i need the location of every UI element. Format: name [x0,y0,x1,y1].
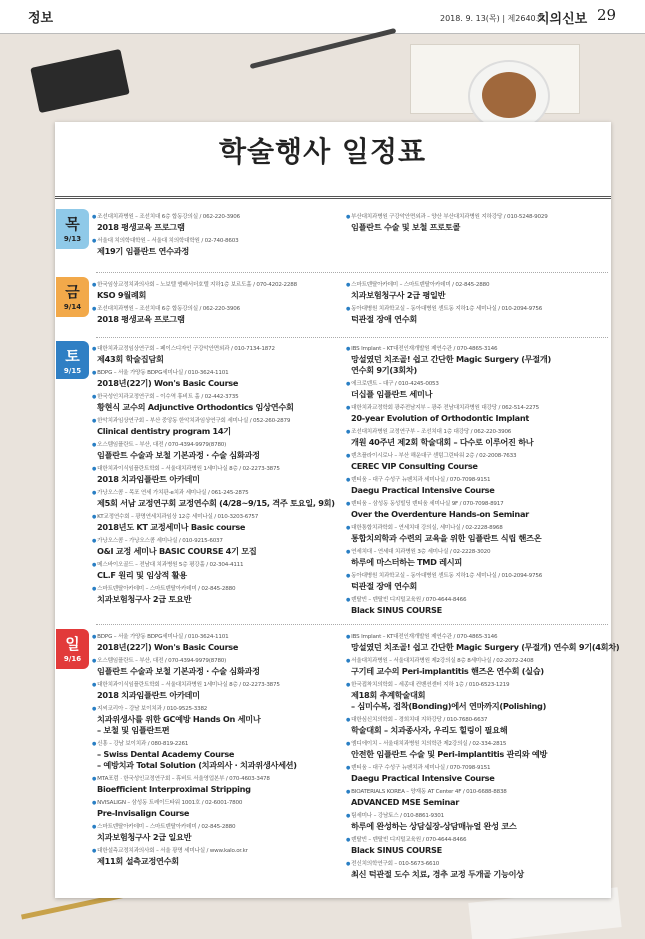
event-title: 망설였던 치조골! 쉽고 간단한 Magic Surgery (무절개) [351,354,551,364]
event-title: 통합치의학과 수련의 교육을 위한 임플란트 식립 핸즈온 [351,533,542,543]
day-tab-sun [56,629,89,669]
event-item [346,716,608,736]
event-info: ● 덴탈빈 – 덴탈빈 디지털교육원 / 070-4644-8466 [346,836,608,845]
event-item [346,681,608,701]
event-title: 2018 평생교육 프로그램 [97,314,185,324]
event-item [92,740,342,760]
event-title: 제43회 학술집담회 [97,354,164,364]
event-title: 학술대회 – 치과종사자, 우리도 힐링이 필요해 [351,725,508,735]
event-info: ● 한악치과임상연구회 – 부산 중앙동 한악치과임상연구회 세미나실 / 052-260-2879 [92,417,342,426]
event-info: ● 덴티움 – 삼성동 동성빌딩 덴티움 세미나실 9F / 070-7098-8917 [346,500,608,509]
event-item [346,500,608,520]
event-info: ● 가낭오스콤 – 가낭오스콤 세미나실 / 010-9215-6037 [92,537,342,546]
event-title: 치과보험청구사 2급 평일반 [351,290,446,300]
event-title: Pre-Invisalign Course [97,808,190,818]
event-info: ● 오스템임플란트 – 부산, 대전 / 070-4394-9979(8780) [92,441,342,450]
event-item [346,764,608,784]
event-info: ● 조선대치과병원 – 조선치대 6층 합동강의실 / 062-220-3906 [92,213,342,222]
event-info: ● 한국접착치의학회 – 세종대 컨벤션센터 지하 1층 / 010-6523-1219 [346,681,608,690]
event-title: 하루에 완성하는 상담실장-상담매뉴얼 완성 코스 [351,821,517,831]
event-info: ● 덴탈빈 – 덴탈빈 디지털교육원 / 070-4644-8466 [346,596,608,605]
event-item [346,345,608,365]
day-name: 목 [65,215,80,233]
event-item [346,596,608,616]
event-title: 제18회 추계학술대회 [351,690,426,700]
page-header [0,0,645,34]
event-info: ● BDPG – 서울 가양동 BDPG세미나실 / 010-3624-1101 [92,633,342,642]
event-title: 제5회 서남 교정연구회 교정연수회 (4/28~9/15, 격주 토요일, 9회) [97,498,335,508]
event-title: 제19기 임플란트 연수과정 [97,246,189,256]
event-info: ● BIOATERIALS KOREA – 양재동 AT Center 4F / 010-6688-8838 [346,788,608,797]
event-item [346,380,608,400]
event-title: 임플란트 수술과 보철 기본과정 · 수술 심화과정 [97,666,260,676]
event-info: ● 동아대병원 치과학교실 – 동아대병원 센트동 지하1층 세미나실 / 010-2094-9756 [346,305,608,314]
event-info: ● 조선대치과병원 교정연구부 – 조선치대 1층 대강당 / 062-220-3906 [346,428,608,437]
event-item [92,681,342,701]
event-title: ADVANCED MSE Seminar [351,797,460,807]
event-title: Bioefficient Interproximal Stripping [97,784,251,794]
day-name: 토 [65,347,80,365]
event-info: ● 스마트덴탈아카데미 – 스마트덴탈아카데미 / 02-845-2880 [92,823,342,832]
day-date: 9/14 [63,303,82,311]
event-info: ● 연세치대 – 연세대 치과병원 3층 세미나실 / 02-2228-3020 [346,548,608,557]
event-item [92,585,342,605]
event-info: ● 가낭오스콤 – 목포 연세 가치판-e치과 세미나실 / 061-245-2875 [92,489,342,498]
event-title: Black SINUS COURSE [351,605,442,615]
day-name: 일 [65,635,80,653]
day-divider [96,337,608,338]
event-item [346,572,608,592]
event-info: ● 엠디에이치 – 서울대치과병원 치의학관 제2강의실 / 02-334-2815 [346,740,608,749]
event-item [92,775,342,795]
event-item [346,836,608,856]
event-title: 2018 치과임플란트 아카데미 [97,474,200,484]
event-item [92,657,342,677]
event-info: ● 스마트덴탈아카데미 – 스마트덴탈아카데미 / 02-845-2880 [346,281,608,290]
event-item [346,740,608,760]
event-title: 안전한 임플란트 수술 및 Peri-implantitis 관리와 예방 [351,749,548,759]
day-date: 9/15 [63,367,82,375]
event-item [92,345,342,365]
day-name: 금 [65,283,80,301]
event-item [92,561,342,581]
event-item [92,237,342,257]
event-item [346,548,608,568]
event-title: Clinical dentistry program 14기 [97,426,231,436]
event-title: Black SINUS COURSE [351,845,442,855]
event-item [92,393,342,413]
sat-right-column [346,345,608,620]
day-divider [96,624,608,625]
day-divider [96,272,608,273]
event-title: 구기테 교수의 Peri-implantitis 핸즈온 연수회 (실습) [351,666,544,676]
event-item [346,213,608,233]
event-title: 치과위생사를 위한 GC예방 Hands On 세미나 [97,714,261,724]
event-info: ● 덴티움 – 대구 수성구 뉴펜치과 세미나실 / 070-7098-9151 [346,476,608,485]
sun-right-column [346,633,620,884]
event-info: ● 대한심신치의학회 – 경희치대 지하강당 / 010-7680-6637 [346,716,608,725]
event-item [346,428,608,448]
event-title: 2018년(22기) Won's Basic Course [97,378,239,388]
event-info: ● 대한치과교정임상연구회 – 페이스디자인 구강악안면외과 / 010-7134-1872 [92,345,342,354]
event-item [92,537,342,557]
event-info: ● 대한설측교정치과의사회 – 서울 광명 세미나실 / www.kalo.or.kr [92,847,342,856]
event-item [346,281,608,301]
event-info: ● 대한치과이식임플란트학회 – 서울대치과병원 1세미나실 8층 / 02-2273-3875 [92,681,342,690]
day-date: 9/13 [63,235,82,243]
event-info: ● 한국임상교정치과의사회 – 노보텔 앰배서더호텔 지하1층 보르도홀 / 070-4202-2288 [92,281,342,290]
event-item [346,452,608,472]
fri-right-column [346,281,608,329]
event-item [92,705,342,725]
event-info: ● 메스바이오골드 – 전남대 치과병원 5층 평강홀 / 02-304-4111 [92,561,342,570]
event-item [92,513,342,533]
day-tab-fri [56,277,89,317]
event-item [92,417,342,437]
event-title: 턱관절 장애 연수회 [351,314,417,324]
event-info: ● 조선대치과병원 – 조선치대 6층 합동강의실 / 062-220-3906 [92,305,342,314]
event-item [346,524,608,544]
page-title: 학술행사 일정표 [218,135,427,168]
event-title: 2018 치과임플란트 아카데미 [97,690,200,700]
event-info: ● 서울대치과병원 – 서울대치과병원 제2강의실 8층 8세미나실 / 02-2072-2408 [346,657,608,666]
event-item [92,847,342,867]
sat-left-column [92,345,342,609]
thu-right-column [346,213,608,237]
event-item [92,213,342,233]
day-date: 9/16 [63,655,82,663]
event-info: ● 한국성인치과교정연구회 – 이수역 휴비트 홀 / 02-442-3735 [92,393,342,402]
event-title: 최신 턱관절 도수 치료, 경추 교정 두개골 기능이상 [351,869,524,879]
event-title: 연수회 9기(3회차) [351,365,417,375]
event-info: ● NVISALIGN – 삼성동 트레이드타워 1001호 / 02-6001-7800 [92,799,342,808]
event-item [92,725,342,736]
page-number: 29 [597,6,617,24]
pen-image [250,28,397,69]
event-title: 2018 평생교육 프로그램 [97,222,185,232]
event-item [346,812,608,832]
event-item [92,305,342,325]
title-divider [55,196,611,199]
event-item [92,799,342,819]
event-title: – 예방치과 Total Solution (치과의사 · 치과위생사세션) [97,760,297,770]
event-title: O&I 교정 세미나 BASIC COURSE 4기 모집 [97,546,257,556]
event-item [92,369,342,389]
event-title: 더십플 임플란트 세미나 [351,389,433,399]
event-title: 황현식 교수의 Adjunctive Orthodontics 임상연수회 [97,402,294,412]
event-item [346,657,608,677]
event-info: ● 신흥 – 강남 보이치과 / 080-819-2261 [92,740,342,749]
sun-left-column [92,633,342,871]
day-tab-sat [56,341,89,379]
event-title: – Swiss Dental Academy Course [97,749,235,759]
event-title: 턱관절 장애 연수회 [351,581,417,591]
event-item [346,365,608,376]
event-title: 망설였던 치조골! 쉽고 간단한 Magic Surgery (무절개) 연수회 9기(4회차) [351,642,620,652]
event-title: 2018년도 KT 교정세미나 Basic course [97,522,246,532]
event-info: ● 덴티움 – 대구 수성구 뉴펜치과 세미나실 / 070-7098-9151 [346,764,608,773]
event-title: 제11회 설측교정연수회 [97,856,179,866]
notebook-image [30,49,130,113]
event-item [346,633,620,653]
section-label: 정보 [28,11,54,26]
event-item [92,465,342,485]
event-title: 20-year Evolution of Orthodontic Implant [351,413,529,423]
event-info: ● 서울대 치의학대학원 – 서울대 치의학대학원 / 02-740-8603 [92,237,342,246]
event-item [346,860,608,880]
event-title: 치과보험청구사 2급 일요반 [97,832,192,842]
day-tab-thu [56,209,89,249]
event-title: 임플란트 수술 및 보철 프로토콜 [351,222,461,232]
event-title: – 심미수복, 접착(Bonding)에서 연마까지(Polishing) [351,701,547,711]
event-title: Daegu Practical Intensive Course [351,485,495,495]
event-title: Over the Overdenture Hands-on Seminar [351,509,529,519]
event-info: ● IBS Implant – KT대전인재개발원 제연수관 / 070-4865-3146 [346,345,608,354]
event-info: ● 대한치과교정학회 광주전남지부 – 광주 전남대치과병원 대강당 / 062-514-2275 [346,404,608,413]
thu-left-column [92,213,342,261]
event-info: ● 대한통합치과학회 – 연세치대 강의실, 세미나실 / 02-2228-8968 [346,524,608,533]
event-item [92,489,342,509]
event-info: ● 에크로덴트 – 대구 / 010-4245-0053 [346,380,608,389]
event-info: ● 전신치의학연구회 – 010-5673-6610 [346,860,608,869]
event-info: ● 동아대병원 치과학교실 – 동아대병원 센트동 지하1층 세미나실 / 010-2094-9756 [346,572,608,581]
issue-date: 2018. 9. 13(목) | 제2640호 | [440,14,549,23]
event-info: ● IBS Implant – KT대전인재개발원 제연수관 / 070-4865-3146 [346,633,608,642]
event-title: – 보철 및 임플란트편 [97,725,170,735]
fri-left-column [92,281,342,329]
event-info: ● BDPG – 서울 가양동 BDPG세미나실 / 010-3624-1101 [92,369,342,378]
event-title: 임플란트 수술과 보철 기본과정 · 수술 심화과정 [97,450,260,460]
event-info: ● KT교정연수회 – 광명연세치과임상 12층 세미나실 / 010-3203-6757 [92,513,342,522]
event-info: ● 덴츠플라이시로나 – 부산 해운대구 센텀그린타워 2층 / 02-2008-7633 [346,452,608,461]
event-title: Daegu Practical Intensive Course [351,773,495,783]
event-info: ● MTA포럼 · 한국성인교정연구회 – 휴비트 서울영업본부 / 070-4603-3478 [92,775,342,784]
event-item [346,476,608,496]
event-info: ● 부산대치과병원 구강악안면외과 – 양산 부산대치과병원 지하강당 / 010-5248-9029 [346,213,608,222]
event-item [346,788,608,808]
event-title: KSO 9월례회 [97,290,147,300]
event-title: 개원 40주년 제2회 학술대회 – 다수로 이루어진 하나 [351,437,534,447]
event-info: ● 지씨코리아 – 강남 보이치과 / 010-9525-3382 [92,705,342,714]
event-item [92,281,342,301]
newspaper-name: 치의신보 [537,12,588,27]
event-title: CL.F 원리 및 임상적 활용 [97,570,187,580]
event-item [346,701,608,712]
event-info: ● 대한치과이식임플란트학회 – 서울대치과병원 1세미나실 8층 / 02-2273-3875 [92,465,342,474]
event-info: ● 스마트덴탈아카데미 – 스마트덴탈아카데미 / 02-845-2880 [92,585,342,594]
event-title: 2018년(22기) Won's Basic Course [97,642,239,652]
event-title: 치과보험청구사 2급 토요반 [97,594,192,604]
event-item [92,633,342,653]
event-title: 하루에 마스터하는 TMD 레시피 [351,557,462,567]
event-item [346,305,608,325]
event-item [92,760,342,771]
event-info: ● 오스템임플란트 – 부산, 대전 / 070-4394-9979(8780) [92,657,342,666]
event-item [346,404,608,424]
event-item [92,823,342,843]
event-item [92,441,342,461]
event-info: ● 팀세미나 – 강남토스 / 010-8861-9301 [346,812,608,821]
event-title: CEREC VIP Consulting Course [351,461,478,471]
